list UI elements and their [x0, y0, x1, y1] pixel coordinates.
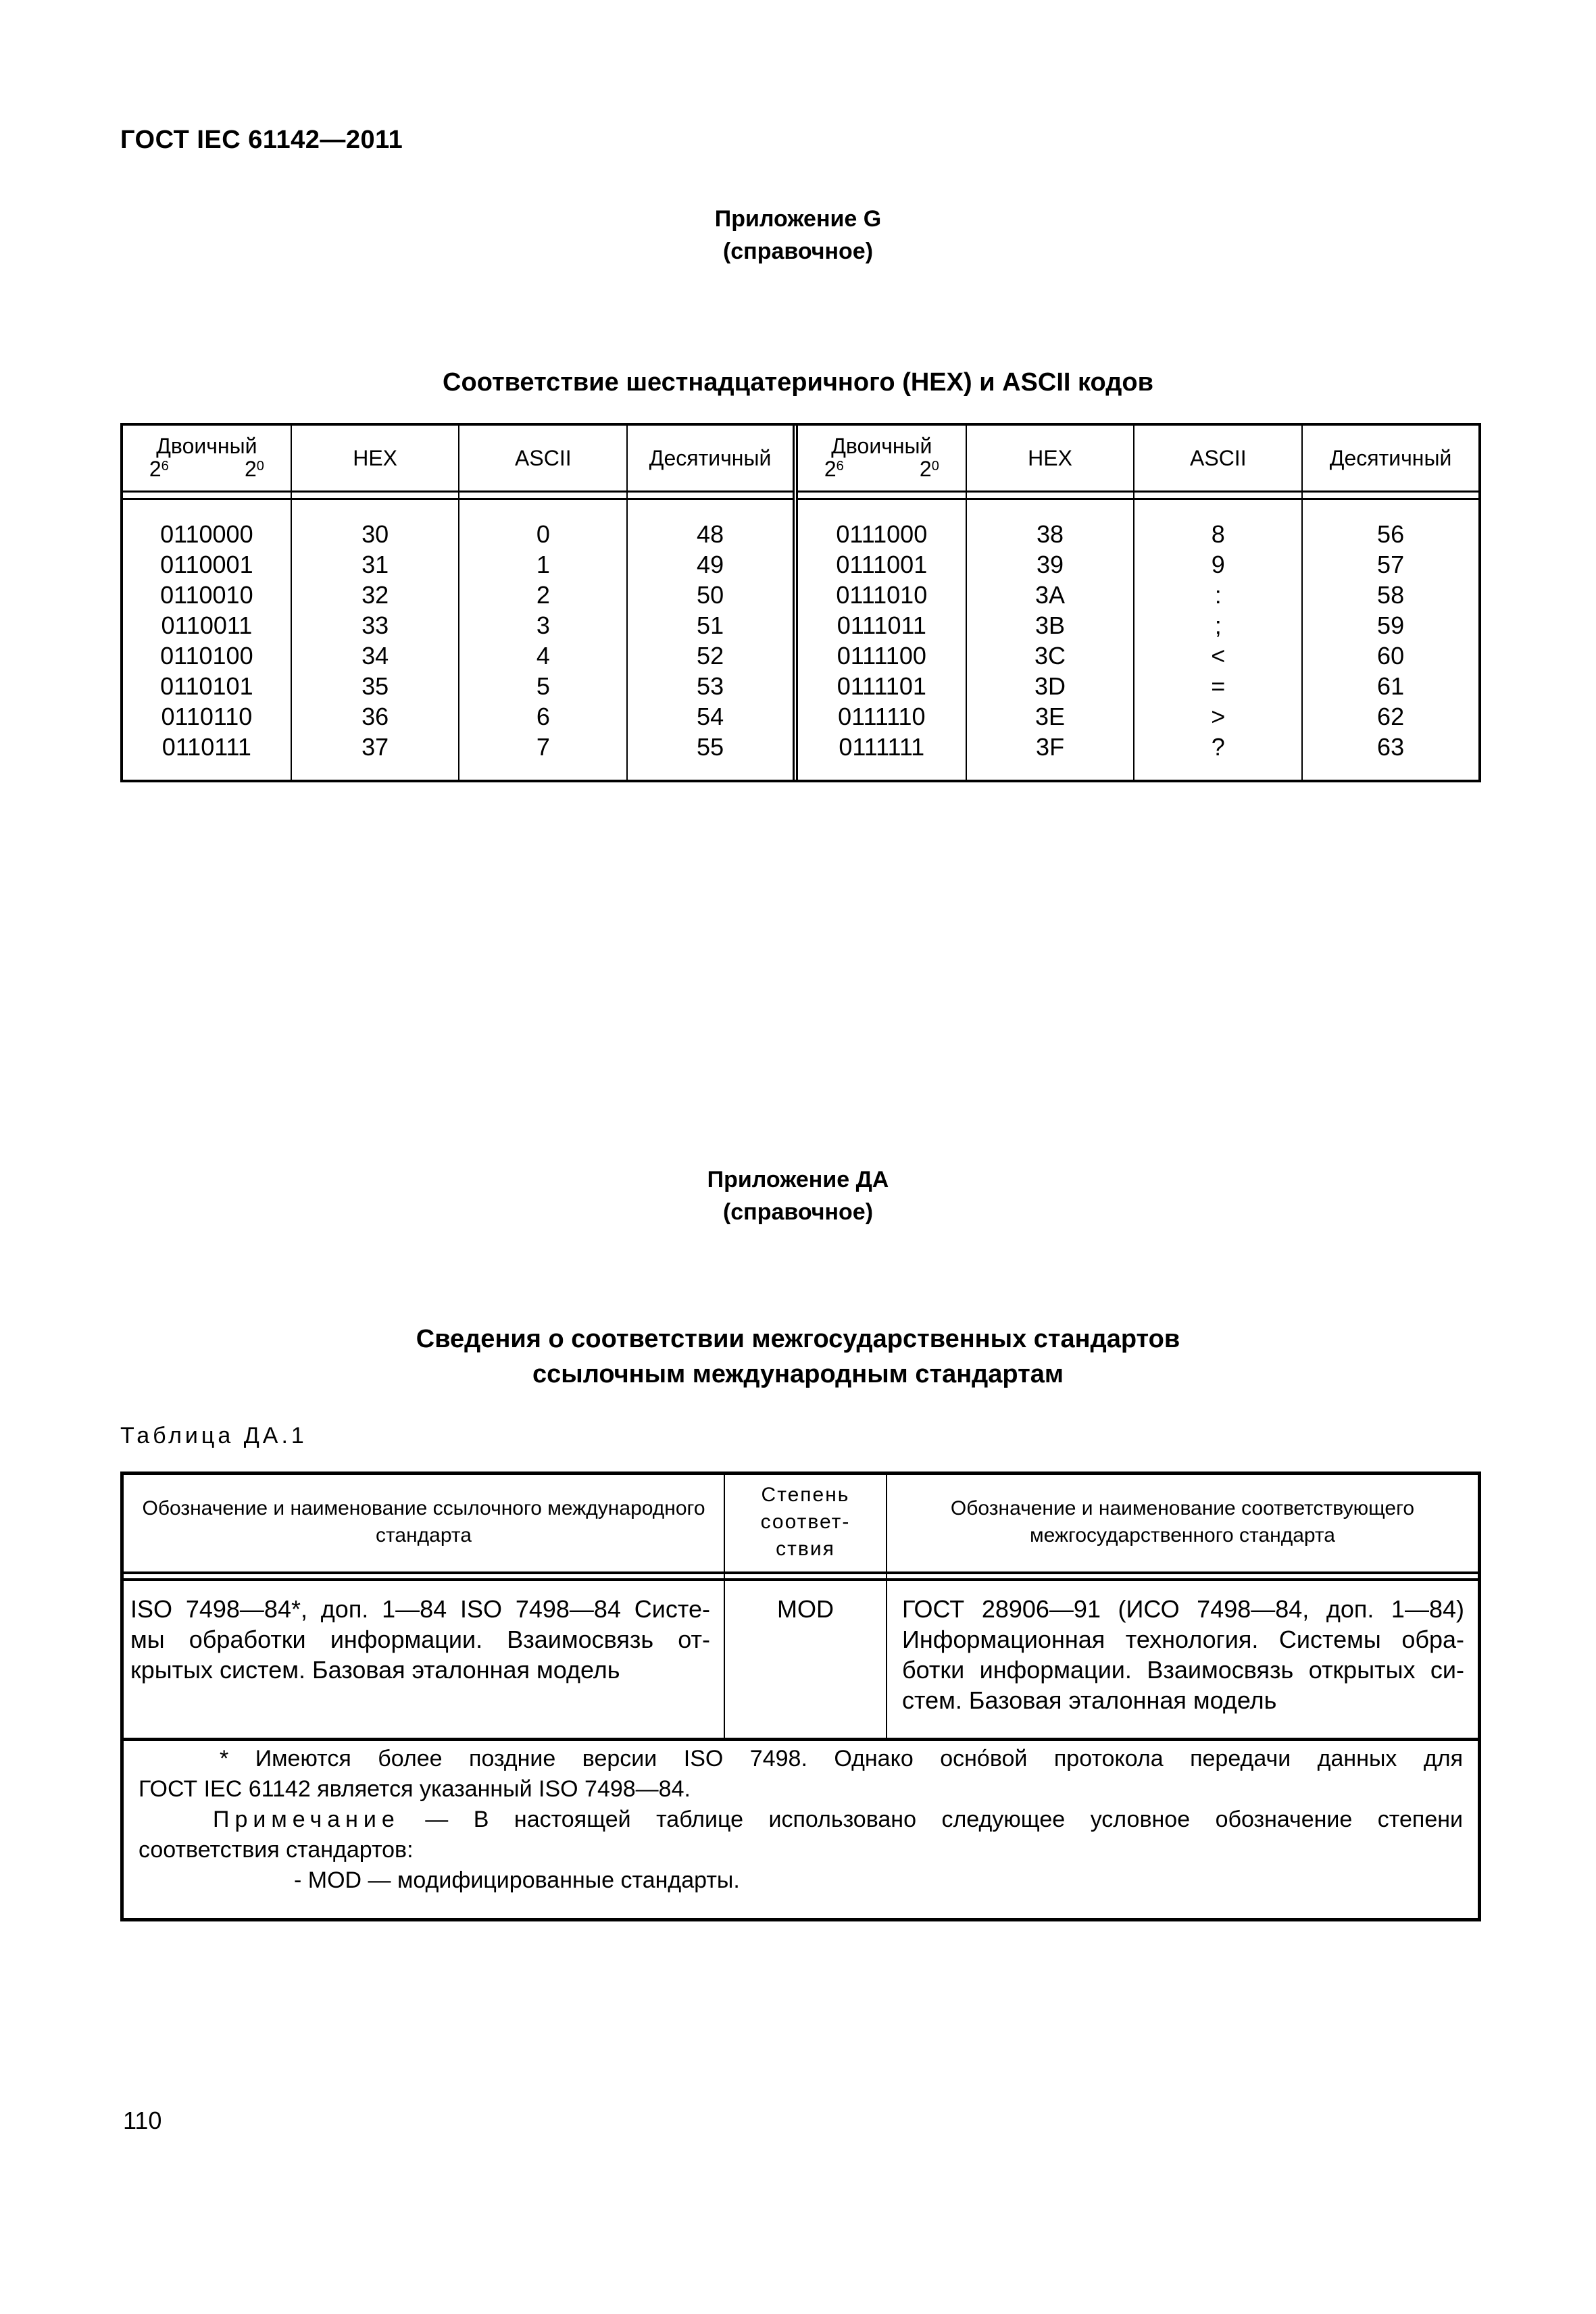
cell-line: 1 [536, 551, 550, 578]
cell-line: 0110110 [161, 703, 253, 730]
cell-line: : [1214, 581, 1222, 609]
cell-line: 8 [1211, 520, 1225, 548]
cell-line: 39 [1037, 551, 1064, 578]
cell-line: 59 [1377, 611, 1405, 639]
note-item: - MOD — модифицированные стандарты. [294, 1867, 740, 1893]
standards-correspondence-table [120, 1472, 1481, 1921]
cell-line: 61 [1377, 672, 1405, 700]
cell-line: 0110100 [160, 642, 253, 670]
cell-line: 38 [1037, 520, 1064, 548]
cell-line: 36 [361, 703, 389, 730]
cell-line: < [1211, 642, 1226, 670]
cell-line: 0111001 [836, 551, 928, 578]
cell-line: 3F [1036, 733, 1065, 761]
cell-line: мы обработки информации. Взаимосвязь от- [130, 1626, 710, 1653]
cells-binary-left [123, 499, 291, 780]
cell-line: ; [1214, 611, 1222, 639]
cell-line: 0111110 [838, 703, 926, 730]
cell-degree: MOD [777, 1595, 834, 1623]
cell-line: 5 [536, 672, 550, 700]
appendix-da-title: Приложение ДА [707, 1167, 889, 1192]
cell-line: 35 [361, 672, 389, 700]
cell-line: 37 [361, 733, 389, 761]
cell-line: 33 [361, 611, 389, 639]
footnote-line-2: ГОСТ IEC 61142 является указанный ISO 7498—84. [139, 1776, 691, 1802]
cell-line: 0111011 [837, 611, 926, 639]
appendix-g-heading: Соответствие шестнадцатеричного (HEX) и ASCII кодов [443, 368, 1153, 397]
col-decimal-left: Десятичный [627, 426, 795, 492]
cell-line: 30 [361, 520, 389, 548]
cell-line: 62 [1377, 703, 1405, 730]
cell-line: 3B [1035, 611, 1066, 639]
exp-high-base: 2 [149, 457, 161, 481]
cell-line: 63 [1377, 733, 1405, 761]
cells-binary-right [795, 499, 966, 780]
header-rule-bottom [124, 1578, 1478, 1581]
cell-line: 3C [1034, 642, 1066, 670]
exp-low: 0 [931, 459, 939, 474]
cells-ascii-right [1134, 499, 1302, 780]
exp-low-base: 2 [919, 457, 932, 481]
exp-high: 6 [836, 459, 844, 474]
appendix-da-subtitle: (справочное) [722, 1199, 874, 1225]
cell-international-standard [130, 1594, 710, 1685]
hex-ascii-table [120, 423, 1481, 782]
cell-line: крытых систем. Базовая эталонная модель [130, 1656, 620, 1684]
cells-decimal-left [627, 499, 795, 780]
cells-hex-right [966, 499, 1134, 780]
col-hex-left: HEX [291, 426, 459, 492]
cell-line: 3D [1034, 672, 1066, 700]
cell-line: 3E [1035, 703, 1066, 730]
col-binary-left [123, 426, 291, 492]
cell-line: 0110011 [161, 611, 253, 639]
cell-line: 7 [536, 733, 550, 761]
cell-line: ? [1211, 733, 1225, 761]
document-id: ГОСТ IEC 61142—2011 [120, 126, 403, 154]
cell-line: 34 [361, 642, 389, 670]
col-international-header: Обозначение и наименование ссылочного международного стандарта [142, 1497, 705, 1546]
cell-line: 0110101 [160, 672, 253, 700]
col-ascii-right: ASCII [1134, 426, 1302, 492]
binary-label: Двоичный [156, 434, 257, 458]
column-divider [886, 1475, 887, 1740]
note-line-2: соответствия стандартов: [139, 1837, 414, 1863]
col-hex-right: HEX [966, 426, 1134, 492]
cell-line: 0110001 [160, 551, 253, 578]
page-number: 110 [123, 2107, 162, 2134]
cell-line: 48 [697, 520, 724, 548]
cell-line: 0110000 [160, 520, 253, 548]
note-text: — В настоящей таблице использовано следующее условное обозначение степени [399, 1807, 1463, 1832]
cell-line: 49 [697, 551, 724, 578]
cell-line: 3A [1035, 581, 1066, 609]
cell-line: Информационная технология. Системы обра- [902, 1626, 1464, 1653]
cells-decimal-right [1302, 499, 1478, 780]
cell-line: ISO 7498—84*, доп. 1—84 ISO 7498—84 Систе- [130, 1595, 710, 1623]
table-notes [139, 1744, 1463, 1896]
appendix-g-subtitle: (справочное) [722, 238, 874, 264]
cells-hex-left [291, 499, 459, 780]
appendix-da-header [0, 1163, 1596, 1228]
cell-line: 55 [697, 733, 724, 761]
exp-low: 0 [256, 459, 264, 474]
cell-line: ГОСТ 28906—91 (ИСО 7498—84, доп. 1—84) [902, 1595, 1464, 1623]
cell-line: 3 [536, 611, 550, 639]
col-decimal-right: Десятичный [1302, 426, 1478, 492]
cells-ascii-left [459, 499, 627, 780]
note-line-1 [139, 1805, 1463, 1835]
cell-line: 51 [697, 611, 724, 639]
cell-line: 0 [536, 520, 550, 548]
cell-line: 60 [1377, 642, 1405, 670]
cell-line: 31 [361, 551, 389, 578]
cell-interstate-standard [902, 1594, 1464, 1715]
col-ascii-left: ASCII [459, 426, 627, 492]
col-interstate-header: Обозначение и наименование соответствующего межгосударственного стандарта [950, 1497, 1415, 1546]
cell-line: 2 [536, 581, 550, 609]
appendix-da-heading [0, 1322, 1596, 1392]
cell-line: > [1211, 703, 1226, 730]
body-rule [124, 1738, 1478, 1741]
cell-line: 0111010 [836, 581, 928, 609]
cell-line: 56 [1377, 520, 1405, 548]
cell-line: 0111111 [839, 733, 925, 761]
cell-line: 52 [697, 642, 724, 670]
cell-line: 50 [697, 581, 724, 609]
cell-line: 0110010 [160, 581, 253, 609]
table-label: Таблица ДА.1 [120, 1423, 307, 1449]
cell-line: 53 [697, 672, 724, 700]
heading-line-1: Сведения о соответствии межгосударственных стандартов [416, 1325, 1180, 1353]
cell-line: 0111100 [837, 642, 926, 670]
cell-line: 58 [1377, 581, 1405, 609]
heading-line-2: ссылочным международным стандартам [532, 1360, 1064, 1388]
appendix-g-header [0, 203, 1596, 268]
exp-high-base: 2 [824, 457, 837, 481]
cell-line: 0110111 [161, 733, 251, 761]
col-binary-right [795, 426, 966, 492]
exp-high: 6 [161, 459, 169, 474]
cell-line: 0111000 [836, 520, 928, 548]
footnote-line-1: * Имеются более поздние версии ISO 7498. Однако осно́вой протокола передачи данных для [220, 1746, 1463, 1771]
appendix-g-title: Приложение G [714, 206, 882, 232]
cell-line: 54 [697, 703, 724, 730]
cell-line: 9 [1211, 551, 1225, 578]
cell-line: = [1211, 672, 1226, 700]
header-rule-top [124, 1571, 1478, 1574]
note-label: Примечание [213, 1807, 400, 1832]
cell-line: 57 [1377, 551, 1405, 578]
cell-line: 32 [361, 581, 389, 609]
cell-line: 4 [536, 642, 550, 670]
cell-line: 6 [536, 703, 550, 730]
cell-line: ботки информации. Взаимосвязь открытых си- [902, 1656, 1464, 1684]
col-degree-header: Степень соответ-ствия [760, 1484, 851, 1560]
exp-low-base: 2 [244, 457, 257, 481]
binary-label: Двоичный [831, 434, 932, 458]
cell-line: стем. Базовая эталонная модель [902, 1686, 1277, 1714]
cell-line: 0111101 [837, 672, 926, 700]
